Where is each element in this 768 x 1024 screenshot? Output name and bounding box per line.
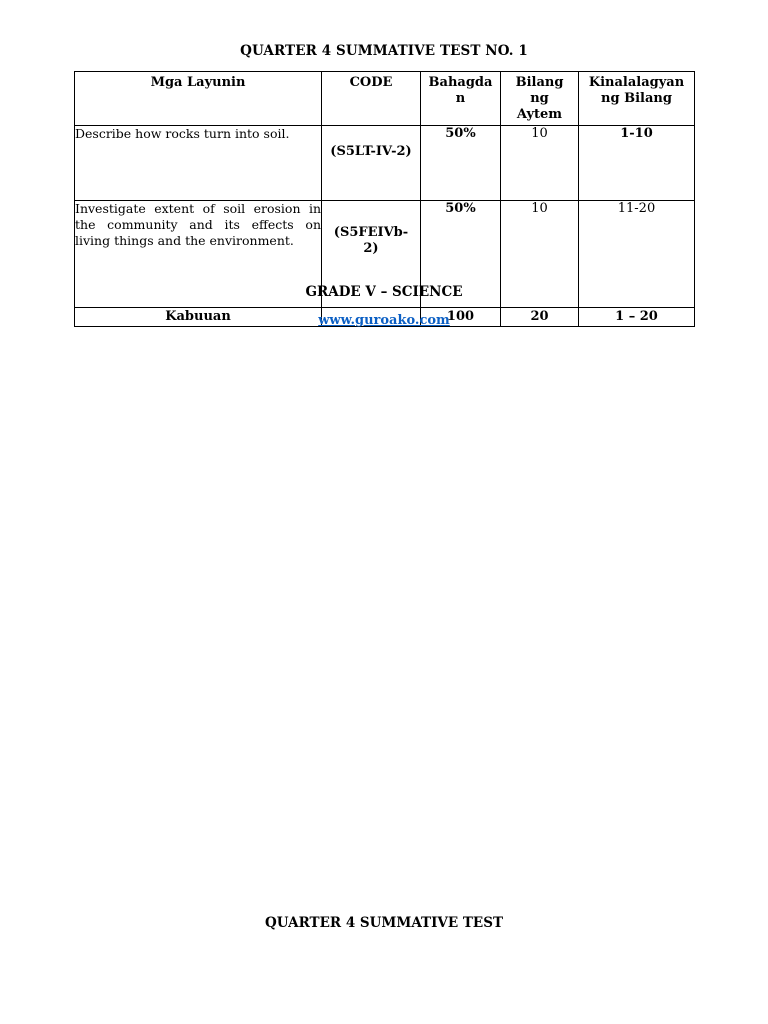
objective-cell: Describe how rocks turn into soil. [75,126,322,201]
header-code-label: CODE [349,75,393,90]
grade-subject-label: GRADE V – SCIENCE [305,284,463,300]
total-placement-cell: 1 – 20 [579,308,695,327]
header-items-label-line1: Bilang [515,75,564,90]
header-placement [579,72,695,126]
header-percent [421,72,501,126]
items-cell: 10 [501,126,579,201]
total-percent-cell: 100 [421,308,501,327]
header-placement-label-line2: ng Bilang [601,91,672,106]
header-percent-label-line1: Bahagda [428,75,493,90]
objective-cell: Investigate extent of soil erosion in the community and its effects on living things and the environment. [75,201,322,308]
code-cell-line2: 2) [363,241,379,256]
header-placement-label-line1: Kinalalagyan [588,75,685,90]
website-link[interactable]: www.guroako.com [318,313,450,328]
website-link-container [0,313,768,328]
header-items [501,72,579,126]
percent-cell: 50% [421,126,501,201]
placement-cell: 11-20 [579,201,695,308]
header-items-label-line2: ng [530,91,549,106]
total-label-cell: Kabuuan [75,308,322,327]
header-objectives [75,72,322,126]
items-cell: 10 [501,201,579,308]
total-items-cell: 20 [501,308,579,327]
table-header-row [75,72,695,126]
header-percent-label-line2: n [455,91,466,106]
document-title: QUARTER 4 SUMMATIVE TEST NO. 1 [240,43,528,59]
percent-cell: 50% [421,201,501,308]
header-items-label-line3: Aytem [516,107,563,122]
footer-title: QUARTER 4 SUMMATIVE TEST [264,915,504,931]
placement-cell: 1-10 [579,126,695,201]
table-row [75,126,695,201]
header-objectives-label: Mga Layunin [150,75,246,90]
header-code [322,72,421,126]
code-cell: (S5LT-IV-2) [322,126,421,201]
code-cell-line1: (S5FEIVb- [333,225,409,240]
